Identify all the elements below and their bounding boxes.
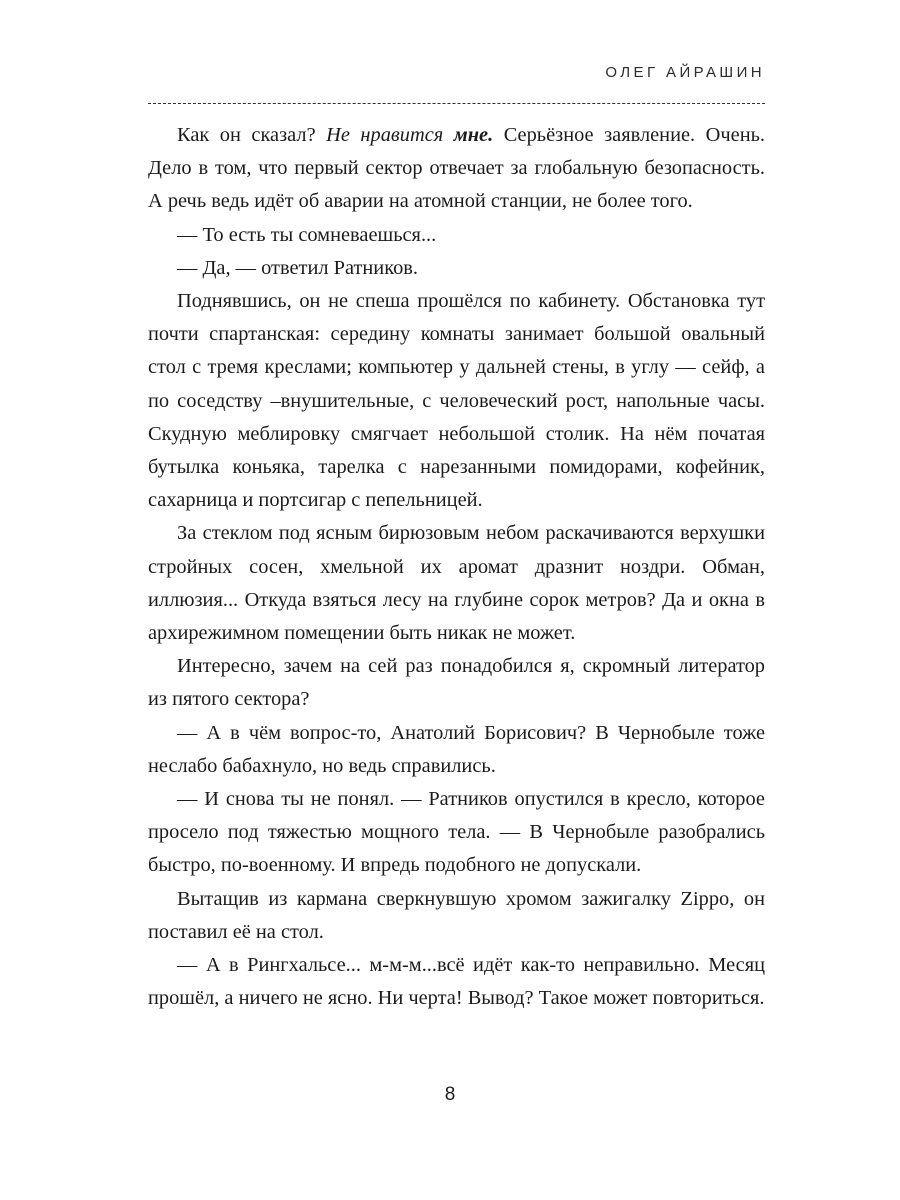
header-dashed-rule (148, 103, 765, 104)
paragraph (148, 219, 765, 252)
text-run-roman: — А в Рингхальсе... м-м-м...всё идёт как-то неправильно. Месяц прошёл, а ничего не ясно. Ни черта! Вывод? Такое может повториться. (148, 954, 765, 1010)
text-run-bold-italic: мне. (453, 124, 494, 146)
paragraph (148, 252, 765, 285)
text-run-roman: — Да, — ответил Ратников. (177, 256, 419, 279)
text-run-roman: Поднявшись, он не спеша прошёлся по кабинету. Обстановка тут почти спартанская: середину комнаты занимает большой овальный стол с тремя креслами; компьютер у дальней стены, в углу — сейф, а по соседству –внушительные, с человеческий рост, напольные часы. Скудную меблировку смягчает небольшой столик. На нём початая бутылка коньяка, тарелка с нарезанными помидорами, кофейник, сахарница и портсигар с пепельницей. (148, 290, 765, 512)
text-run-roman: Как он сказал? (177, 124, 327, 146)
body-text (148, 119, 765, 1015)
paragraph (148, 717, 765, 783)
text-run-italic: Не нравится (326, 124, 454, 146)
paragraph (148, 285, 765, 517)
text-run-roman: Вытащив из кармана сверкнувшую хромом зажигалку (177, 887, 681, 910)
text-run-roman: За стеклом под ясным бирюзовым небом раскачиваются верхушки стройных сосен, хмельной их аромат дразнит ноздри. Обман, иллюзия... Откуда взяться лесу на глубине сорок метров? Да и окна в архирежимном помещении быть никак не может. (148, 522, 765, 645)
paragraph (148, 650, 765, 716)
paragraph (148, 783, 765, 883)
text-run-roman: , он поставил её на стол. (148, 887, 765, 943)
text-run-roman: Серьёзное заявление. Очень. Дело в том, что первый сектор отвечает за глобальную безопасность. А речь ведь идёт об аварии на атомной станции, не более того. (148, 124, 765, 213)
running-head-author: ОЛЕГ АЙРАШИН (605, 64, 765, 81)
text-run-latin: Zippo (680, 887, 730, 910)
text-run-roman: — То есть ты сомневаешься... (177, 223, 437, 246)
text-run-roman: — И снова ты не понял. — Ратников опустился в кресло, которое просело под тяжестью мощного тела. — В Чернобыле разобрались быстро, по-военному. И впредь подобного не допускали. (148, 788, 765, 877)
paragraph (148, 119, 765, 219)
text-run-roman: Интересно, зачем на сей раз понадобился я, скромный литератор из пятого сектора? (148, 655, 765, 711)
text-run-roman: — А в чём вопрос-то, Анатолий Борисович? В Чернобыле тоже неслабо бабахнуло, но ведь справились. (148, 721, 765, 777)
page-number: 8 (444, 1084, 456, 1105)
paragraph (148, 517, 765, 650)
paragraph (148, 949, 765, 1015)
paragraph (148, 883, 765, 949)
running-head (148, 64, 765, 82)
